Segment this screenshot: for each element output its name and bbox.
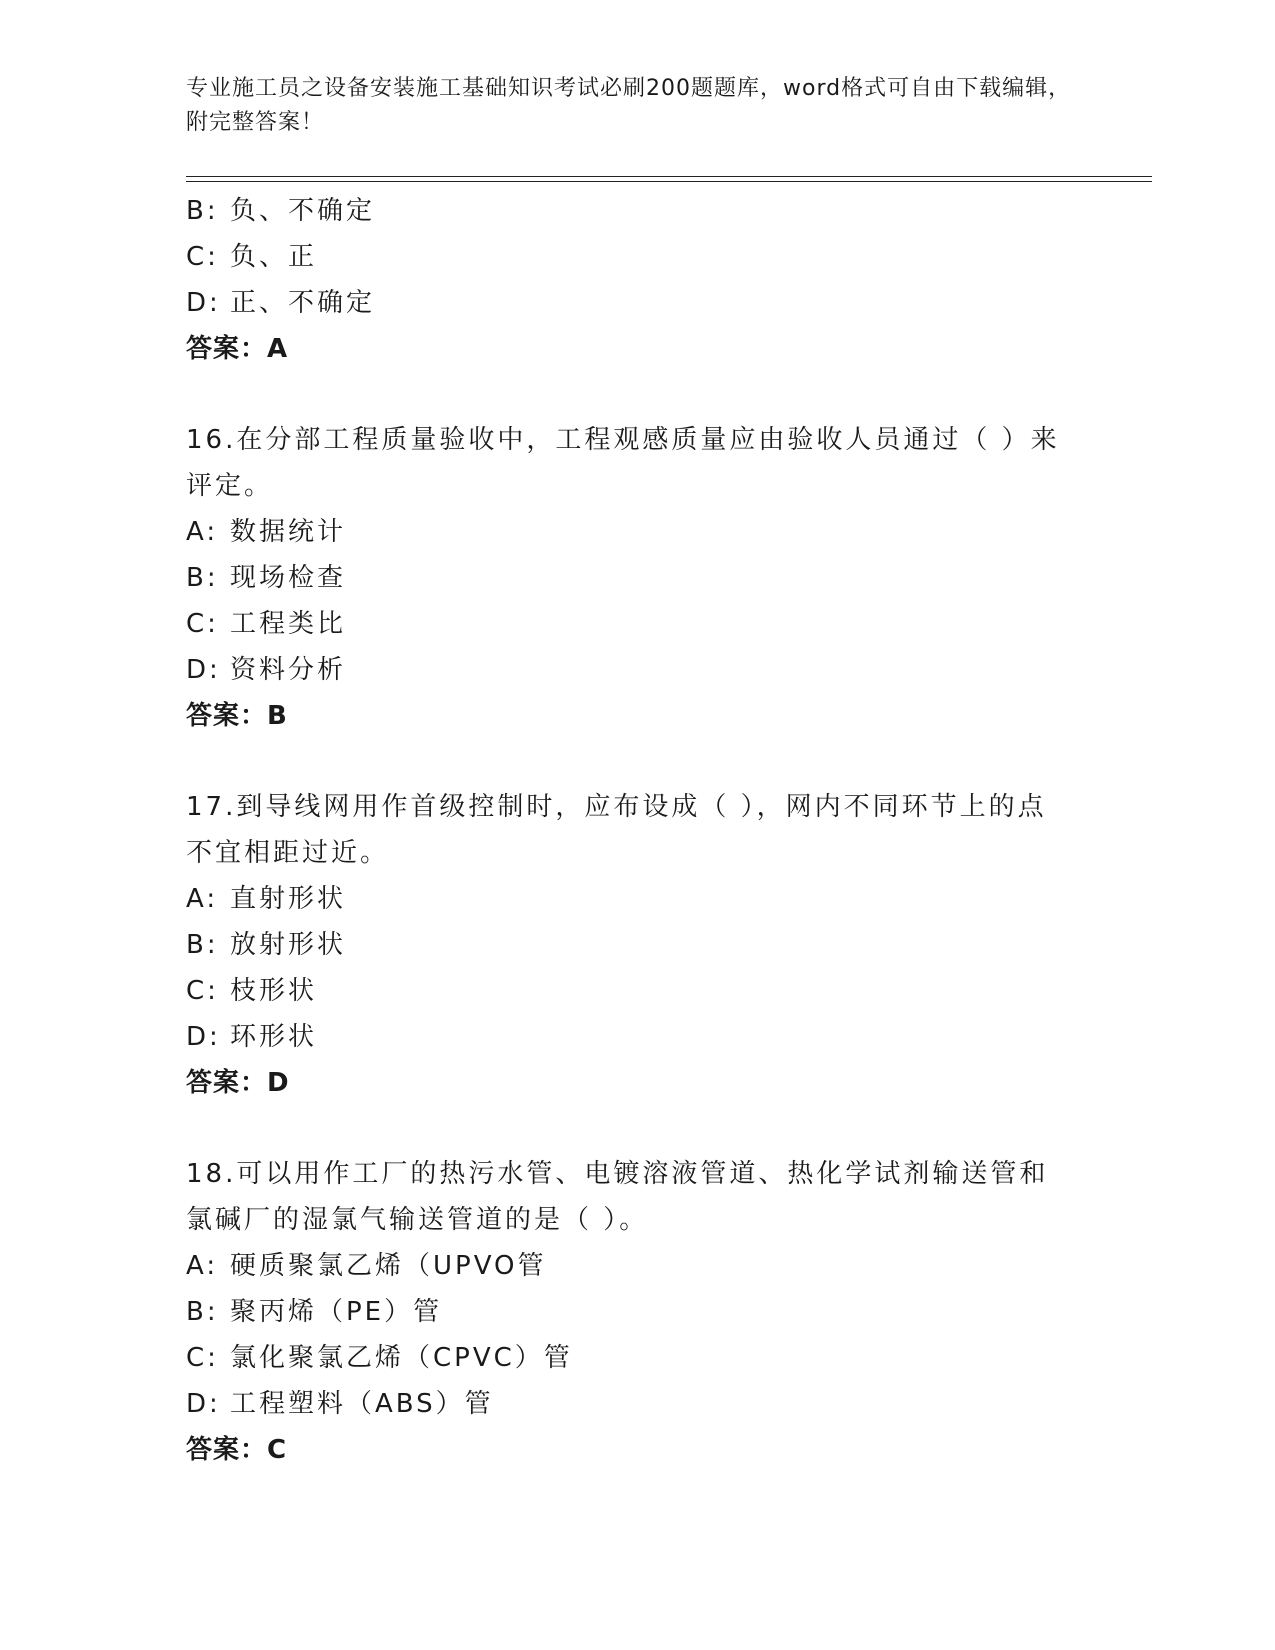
option-key: D: (186, 1389, 221, 1419)
option-key: C: (186, 976, 219, 1006)
option-item (186, 922, 1086, 968)
answer-line: 答案：C (186, 1435, 288, 1465)
option-key: C: (186, 1343, 219, 1373)
option-key: B: (186, 1297, 219, 1327)
answer-line: 答案：A (186, 334, 289, 364)
option-key: C: (186, 242, 219, 272)
answer-line: 答案：D (186, 1068, 290, 1098)
option-item (186, 188, 1086, 234)
option-text: 环形状 (230, 1022, 318, 1052)
question-block (186, 417, 1086, 739)
option-text: 正、不确定 (230, 288, 376, 318)
answer-line: 答案：B (186, 701, 288, 731)
option-text: 直射形状 (230, 884, 347, 914)
option-text: 数据统计 (230, 517, 347, 547)
option-key: A: (186, 517, 219, 547)
option-key: A: (186, 1251, 219, 1281)
option-item (186, 647, 1086, 693)
option-item (186, 234, 1086, 280)
document-body (186, 188, 1086, 1473)
option-text: 负、不确定 (230, 196, 376, 226)
option-text: 氯化聚氯乙烯（CPVC）管 (230, 1343, 573, 1373)
question-block (186, 1151, 1086, 1473)
option-text: 负、正 (230, 242, 318, 272)
previous-question-tail (186, 188, 1086, 372)
option-item (186, 968, 1086, 1014)
question-stem: 17.到导线网用作首级控制时，应布设成（ ），网内不同环节上的点不宜相距过近。 (186, 792, 1047, 868)
option-item (186, 1014, 1086, 1060)
question-block (186, 784, 1086, 1106)
option-key: D: (186, 655, 221, 685)
option-item (186, 1243, 1086, 1289)
question-stem: 18.可以用作工厂的热污水管、电镀溶液管道、热化学试剂输送管和氯碱厂的湿氯气输送管道的是（ ）。 (186, 1159, 1049, 1235)
option-key: B: (186, 196, 219, 226)
option-item (186, 1381, 1086, 1427)
option-item (186, 555, 1086, 601)
page-header-title: 专业施工员之设备安装施工基础知识考试必刷200题题库，word格式可自由下载编辑，附完整答案！ (186, 76, 1072, 135)
option-text: 工程类比 (230, 609, 347, 639)
option-key: D: (186, 288, 221, 318)
option-item (186, 1335, 1086, 1381)
option-text: 工程塑料（ABS）管 (230, 1389, 494, 1419)
option-item (186, 876, 1086, 922)
header-divider (186, 176, 1152, 182)
option-text: 聚丙烯（PE）管 (230, 1297, 443, 1327)
option-text: 现场检查 (230, 563, 347, 593)
option-key: D: (186, 1022, 221, 1052)
option-key: C: (186, 609, 219, 639)
option-item (186, 1289, 1086, 1335)
option-item (186, 601, 1086, 647)
option-text: 枝形状 (230, 976, 318, 1006)
option-key: A: (186, 884, 219, 914)
option-key: B: (186, 930, 219, 960)
question-stem: 16.在分部工程质量验收中，工程观感质量应由验收人员通过（ ）来评定。 (186, 425, 1060, 501)
option-item (186, 509, 1086, 555)
option-text: 放射形状 (230, 930, 347, 960)
option-text: 硬质聚氯乙烯（UPVO管 (230, 1251, 547, 1281)
option-text: 资料分析 (230, 655, 347, 685)
option-item (186, 280, 1086, 326)
option-key: B: (186, 563, 219, 593)
